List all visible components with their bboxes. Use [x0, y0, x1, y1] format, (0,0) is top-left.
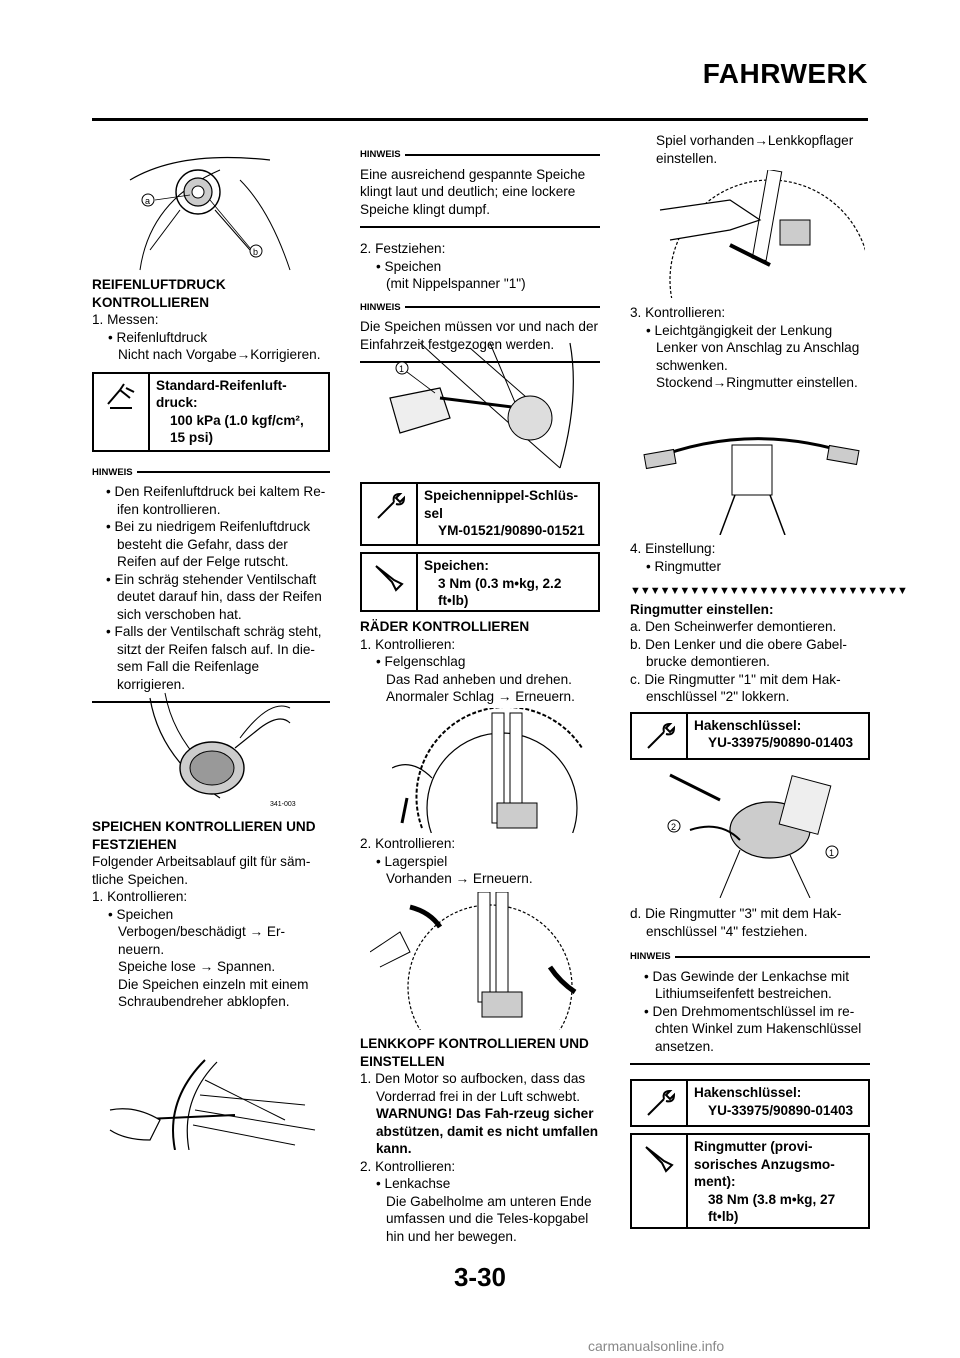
spoke-wrench-illustration	[380, 338, 580, 473]
wheels-bullet1: • Felgenschlag	[376, 654, 466, 669]
note-break-in: Die Speichen müssen vor und nach der Einfahrzeit festgezogen werden.	[360, 319, 599, 352]
note-bullet: • Bei zu niedrigem Reifenluftdruck besteht die Gefahr, dass der Reifen auf der Felge rutscht.	[106, 519, 311, 569]
wheels-text2: Vorhanden → Erneuern.	[386, 871, 533, 886]
heading-ring-nut: Ringmutter einstellen:	[630, 601, 774, 617]
note-end-rule	[630, 1063, 870, 1065]
column-2-bearing	[360, 835, 600, 888]
wheels-step2: 2. Kontrollieren:	[360, 836, 456, 851]
text-tire-pressure: Nicht nach Vorgabe→Korrigieren.	[118, 347, 321, 362]
image-code: 341-003	[270, 801, 296, 808]
steering-step1: 1. Den Motor so aufbocken, dass das Vorderrad frei in der Luft schwebt. WARNUNG! Das Fah-rzeug sicher abstützen, damit es nicht umfallen kann.	[360, 1071, 599, 1156]
spec-box-hook-wrench	[630, 712, 870, 760]
ring-step-a: a. Den Scheinwerfer demontieren.	[630, 619, 837, 634]
step-tighten: 2. Festziehen:	[360, 241, 446, 256]
spec-box-hook-wrench-2	[630, 1079, 870, 1127]
bullet-spokes: • Speichen	[376, 258, 442, 274]
steering-bullet: • Lenkachse	[376, 1176, 451, 1191]
handlebar-illustration	[640, 410, 865, 535]
step-measure: 1. Messen:	[92, 312, 159, 327]
column-1	[92, 276, 330, 715]
step3-text-b: Stockend→Ringmutter einstellen.	[656, 375, 858, 390]
spokes-text: Verbogen/beschädigt → Er-neuern.	[118, 924, 286, 957]
torque-wrench-icon	[632, 1135, 688, 1227]
watermark: carmanualsonline.info	[588, 1338, 725, 1354]
spokes-text: Die Speichen einzeln mit einem Schraubendreher abklopfen.	[118, 976, 309, 1009]
spec-label-hook-wrench-2: Hakenschlüssel:	[694, 1085, 802, 1100]
steering-step2: 2. Kontrollieren:	[360, 1158, 456, 1174]
spec-label-ring-nut-torque: Ringmutter (provi-sorisches Anzugsmo-ment):	[694, 1139, 835, 1189]
spokes-intro: Folgender Arbeitsablauf gilt für säm-tliche Speichen.	[92, 854, 311, 887]
spokes-bullet: • Speichen	[108, 906, 174, 922]
spec-box-spoke-wrench	[360, 482, 600, 546]
column-2-steering	[360, 1035, 600, 1245]
column-3-steering	[630, 304, 870, 392]
bearing-play-illustration	[370, 892, 585, 1030]
section-title: FAHRWERK	[702, 58, 868, 89]
warning-text: WARNUNG! Das Fah-rzeug sicher abstützen, damit es nicht umfallen kann.	[376, 1106, 599, 1156]
callout-2: 2	[671, 822, 677, 832]
note-bullet: • Das Gewinde der Lenkachse mit Lithiumseifenfett bestreichen.	[644, 968, 849, 1001]
spoke-tap-illustration	[105, 1050, 330, 1150]
heading-spokes: SPEICHEN KONTROLLIEREN UND FESTZIEHEN	[92, 819, 316, 852]
callout-1: 1	[829, 848, 835, 858]
spec-value-spoke-wrench: YM-01521/90890-01521	[438, 523, 585, 538]
tire-gauge-illustration	[140, 688, 300, 813]
column-3-adjust	[630, 540, 907, 766]
callout-1: 1	[399, 364, 405, 374]
note-label: HINWEIS	[92, 466, 133, 478]
note-bullet: • Ein schräg stehender Ventilschaft deutet darauf hin, dass der Reifen sich verschoben hat.	[106, 571, 322, 622]
column-2-specs	[360, 476, 600, 706]
ring-nut-illustration	[660, 770, 855, 898]
heading-steering-head: LENKKOPF KONTROLLIEREN UND EINSTELLEN	[360, 1036, 589, 1069]
note-end-rule	[360, 226, 600, 228]
wheels-step1: 1. Kontrollieren:	[360, 636, 456, 652]
callout-a: a	[145, 196, 151, 206]
column-3	[630, 132, 870, 167]
step4-bullet: • Ringmutter	[646, 558, 722, 574]
spec-label-hook-wrench: Hakenschlüssel:	[694, 717, 802, 733]
spec-box-ring-nut-torque	[630, 1133, 870, 1229]
wheels-text1a: Das Rad anheben und drehen.	[386, 671, 572, 687]
steering-text: Die Gabelholme am unteren Ende umfassen und die Teles-kopgabel hin und her bewegen.	[386, 1193, 592, 1244]
wheels-bullet2: • Lagerspiel	[376, 853, 448, 869]
spec-value-ring-nut-torque: 38 Nm (3.8 m•kg, 27 ft•lb)	[708, 1191, 836, 1224]
spec-label-tire-pressure: Standard-Reifenluft-druck:	[156, 377, 287, 410]
spokes-step: 1. Kontrollieren:	[92, 889, 188, 904]
column-1-lower	[92, 818, 330, 1011]
heading-wheels: RÄDER KONTROLLIEREN	[360, 619, 530, 634]
text-spokes: (mit Nippelspanner "1")	[386, 276, 526, 291]
wheels-text1b: Anormaler Schlag → Erneuern.	[386, 689, 575, 704]
note-bullet: • Falls der Ventilschaft schräg steht, sitzt der Reifen falsch auf. In die-sem Fall die Reifenlage korrigieren.	[106, 624, 322, 692]
note-header	[92, 464, 330, 482]
bullet-tire-pressure: • Reifenluftdruck	[108, 329, 208, 345]
measure-icon	[94, 374, 150, 450]
note-header	[360, 299, 600, 317]
step3-bullet: • Leichtgängigkeit der Lenkung	[646, 322, 833, 338]
spokes-text: Speiche lose → Spannen.	[118, 959, 276, 974]
torque-wrench-icon	[362, 554, 418, 610]
step3-text-a: Lenker von Anschlag zu Anschlag schwenken.	[656, 340, 860, 373]
page-number: 3-30	[453, 1262, 507, 1292]
spec-box-tire-pressure	[92, 372, 330, 452]
spec-label-spoke-torque: Speichen:	[424, 558, 489, 573]
rim-runout-illustration	[392, 708, 592, 833]
play-text: Spiel vorhanden→Lenkkopflager einstellen.	[656, 133, 854, 166]
column-3-tighten	[630, 905, 870, 1235]
spec-value-hook-wrench-2: YU-33975/90890-01403	[708, 1102, 854, 1118]
wrench-icon	[362, 484, 418, 544]
wrench-icon	[632, 1081, 688, 1125]
spec-box-spoke-torque	[360, 552, 600, 612]
note-spoke-sound: Eine ausreichend gespannte Speiche klingt laut und deutlich; eine lockere Speiche klingt dumpf.	[360, 166, 586, 217]
step3: 3. Kontrollieren:	[630, 305, 726, 320]
note-bullet: • Den Reifenluftdruck bei kaltem Re-ifen kontrollieren.	[106, 484, 326, 517]
ring-step-d: d. Die Ringmutter "3" mit dem Hak-enschlüssel "4" festziehen.	[630, 906, 842, 939]
spec-value-spoke-torque: 3 Nm (0.3 m•kg, 2.2 ft•lb)	[438, 575, 562, 608]
note-header	[360, 146, 600, 164]
note-label: HINWEIS	[360, 149, 401, 160]
valve-illustration	[120, 140, 300, 275]
header-rule	[92, 118, 868, 121]
note-header	[630, 948, 870, 966]
heading-tire-pressure: REIFENLUFTDRUCK KONTROLLIEREN	[92, 277, 226, 310]
ring-step-c: c. Die Ringmutter "1" mit dem Hak-enschlüssel "2" lokkern.	[630, 671, 841, 704]
procedure-start-marker: ▼▼▼▼▼▼▼▼▼▼▼▼▼▼▼▼▼▼▼▼▼▼▼▼▼▼▼▼	[630, 585, 907, 597]
spec-value-hook-wrench: YU-33975/90890-01403	[708, 735, 854, 750]
ring-step-b: b. Den Lenker und die obere Gabel-brucke demontieren.	[630, 636, 847, 669]
wrench-icon	[632, 714, 688, 758]
step4: 4. Einstellung:	[630, 541, 716, 556]
spec-label-spoke-wrench: Speichennippel-Schlüs-sel	[424, 488, 579, 521]
fork-play-illustration	[640, 170, 865, 298]
spec-value-tire-pressure: 100 kPa (1.0 kgf/cm², 15 psi)	[170, 412, 304, 445]
note-label: HINWEIS	[630, 951, 671, 962]
note-label: HINWEIS	[360, 301, 401, 313]
callout-b: b	[253, 247, 259, 257]
note-bullet: • Den Drehmomentschlüssel im re-chten Winkel zum Hakenschlüssel ansetzen.	[644, 1003, 862, 1054]
